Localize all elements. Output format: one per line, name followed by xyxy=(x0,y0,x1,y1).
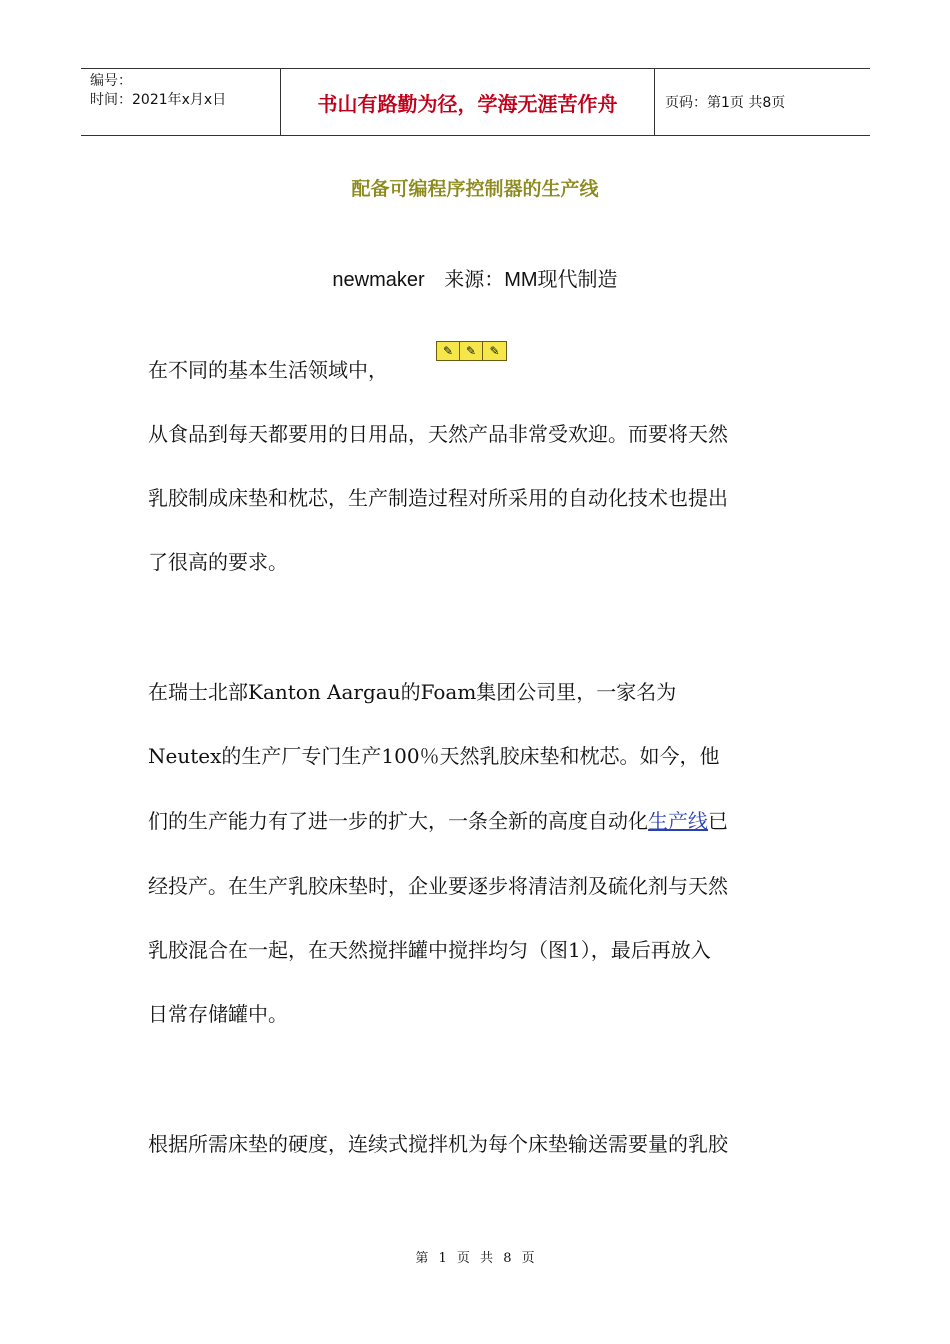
production-line-link[interactable]: 生产线 xyxy=(648,809,708,833)
document-header xyxy=(81,68,870,136)
paragraph-line: 在瑞士北部Kanton Aargau的Foam集团公司里，一家名为 xyxy=(148,680,677,704)
inline-icon-group xyxy=(436,341,507,361)
stamp-icon: ✎ xyxy=(489,344,500,358)
paragraph-line-with-link xyxy=(148,805,728,834)
paragraph-line: 乳胶制成床垫和枕芯，生产制造过程对所采用的自动化技术也提出 xyxy=(148,486,728,510)
paragraph-line: 根据所需床垫的硬度，连续式搅拌机为每个床垫输送需要量的乳胶 xyxy=(148,1132,728,1156)
paragraph-line: 了很高的要求。 xyxy=(148,550,288,574)
header-motto: 书山有路勤为径，学海无涯苦作舟 xyxy=(281,69,655,135)
header-meta xyxy=(81,69,281,135)
article-title: 配备可编程序控制器的生产线 xyxy=(351,178,599,200)
paragraph-line: 经投产。在生产乳胶床垫时，企业要逐步将清洁剂及硫化剂与天然 xyxy=(148,874,728,898)
page-footer: 第 1 页 共 8 页 xyxy=(415,1251,535,1266)
paragraph-line: Neutex的生产厂专门生产100％天然乳胶床垫和枕芯。如今，他 xyxy=(148,744,720,768)
paragraph-line: 日常存储罐中。 xyxy=(148,1002,288,1026)
article-source: newmaker 来源：MM现代制造 xyxy=(332,269,618,291)
paragraph-line: 从食品到每天都要用的日用品，天然产品非常受欢迎。而要将天然 xyxy=(148,422,728,446)
paragraph-line: 在不同的基本生活领域中， xyxy=(148,358,388,382)
line-text: 们的生产能力有了进一步的扩大，一条全新的高度自动化 xyxy=(148,809,648,833)
number-label: 编号： xyxy=(90,73,132,89)
header-page-info: 页码：第1页 共8页 xyxy=(665,95,786,111)
stamp-icon: ✎ xyxy=(437,342,460,360)
stamp-icon: ✎ xyxy=(460,342,483,360)
line-text-tail: 已 xyxy=(708,809,728,833)
paragraph-line: 乳胶混合在一起，在天然搅拌罐中搅拌均匀（图1），最后再放入 xyxy=(148,938,711,962)
time-label: 时间：2021年x月x日 xyxy=(90,92,227,108)
